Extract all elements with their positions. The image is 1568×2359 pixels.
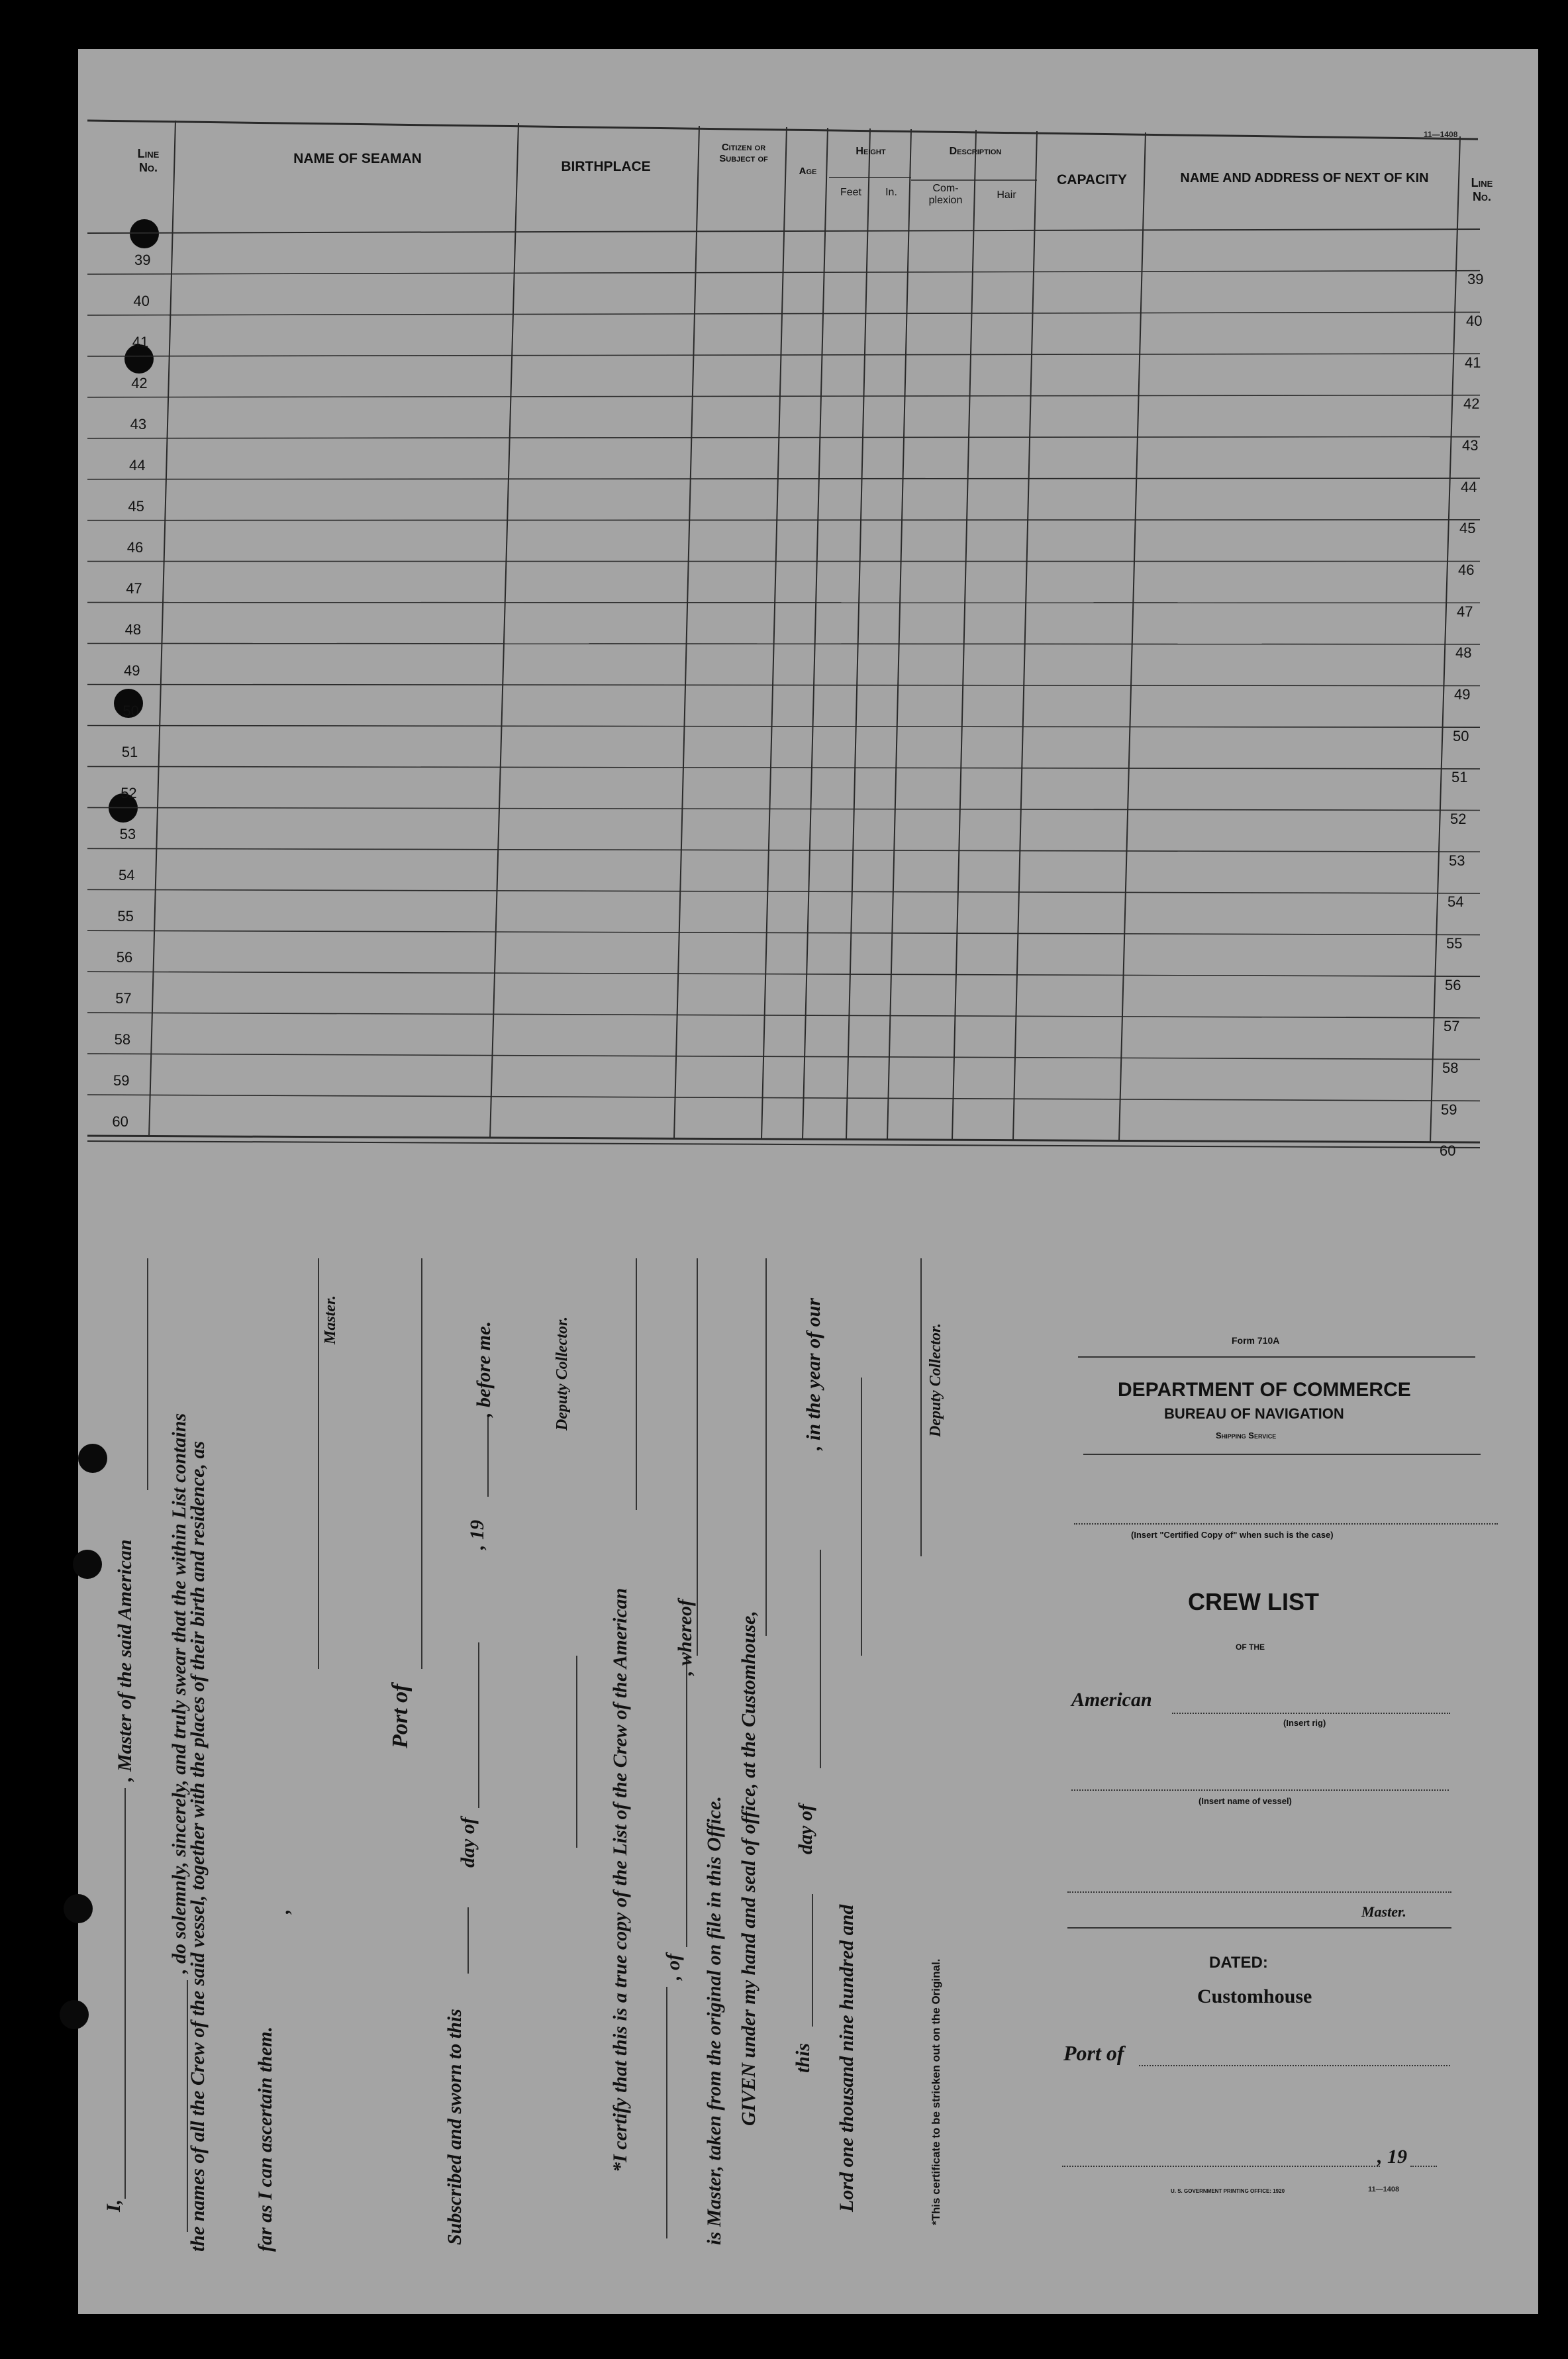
header-inches: In. [885,187,897,198]
blank-line [1074,1523,1498,1525]
master-signature-line [318,1258,319,1669]
divider [1083,1454,1481,1455]
row-rule [87,726,1480,728]
cert-line2: is Master, taken from the original on file in this Office. [703,1796,725,2245]
form-code-top: 11—1408 [1424,130,1458,139]
line-number-right: 60 [1440,1142,1456,1160]
punch-hole [64,1894,93,1923]
cover-insert-vessel: (Insert name of vessel) [1199,1796,1292,1806]
line-number-right: 57 [1444,1018,1460,1035]
line-number-right: 55 [1446,935,1463,952]
header-line-no: Line No. [137,147,160,174]
line-number-right: 41 [1465,354,1481,371]
oath-comma: , [271,1909,293,1914]
blank-line [861,1378,862,1656]
line-number-left: 42 [131,374,148,391]
oath-subscribed: Subscribed and sworn to this [444,2009,466,2245]
cover-bureau: BUREAU OF NAVIGATION [1164,1405,1344,1422]
line-number-left: 54 [119,867,135,884]
cover-title: CREW LIST [1188,1588,1319,1615]
blank-line [820,1550,821,1768]
gpo-note: U. S. GOVERNMENT PRINTING OFFICE: 1920 [1171,2188,1285,2194]
row-rule [87,395,1480,397]
oath-line3: the names of all the Crew of the said vessel, together with the places of their birth and residence, as [187,1440,209,2252]
header-birthplace: BIRTHPLACE [561,159,651,174]
cert-footnote: *This certificate to be stricken out on the Original. [930,1958,942,2225]
header-capacity: CAPACITY [1057,172,1127,187]
cert-whereof: , whereof [674,1599,696,1676]
line-number-left: 60 [112,1113,128,1130]
line-number-right: 45 [1459,520,1476,537]
line-number-right: 46 [1458,561,1475,578]
line-number-left: 39 [134,251,151,268]
row-rule [87,889,1480,893]
line-number-left: 49 [124,662,140,679]
row-rule [87,520,1480,521]
cover-form-no: Form 710A [1232,1335,1280,1346]
date-line [1410,2166,1437,2167]
row-rule [87,685,1480,686]
line-number-left: 40 [133,292,150,309]
line-number-left: 51 [121,744,138,761]
header-line-no-right: Line No. [1471,176,1493,203]
blank-line [124,1788,126,2199]
header-height: Height [856,146,886,157]
blank-line [467,1907,469,1974]
row-rule [87,766,1480,769]
divider [1067,1927,1451,1929]
cover-master: Master. [1361,1903,1406,1920]
punch-hole [73,1550,102,1579]
blank-line [765,1258,767,1636]
cover-insert-certified: (Insert "Certified Copy of" when such is the case) [1131,1530,1334,1540]
row-rule [87,1054,1480,1060]
row-rule [87,312,1480,315]
row-rule [87,1095,1480,1101]
line-number-left: 58 [114,1031,131,1048]
row-rule [87,1013,1480,1018]
oath-line1-a: I, [103,2199,124,2212]
vessel-line [1071,1789,1449,1791]
blank-line [421,1258,422,1669]
form-code-bottom: 11—1408 [1368,2185,1400,2193]
row-rule [87,848,1480,852]
cert-this: this [792,2042,814,2073]
line-number-right: 49 [1454,685,1471,703]
oath-day-of: day of [457,1817,479,1868]
oath-master-label: Master. [322,1295,339,1344]
line-number-right: 42 [1463,395,1480,413]
cert-of: , of [662,1954,684,1980]
line-number-right: 44 [1461,478,1477,495]
divider [1078,1356,1475,1358]
cert-deputy-collector: Deputy Collector. [927,1323,944,1437]
cover-of-the: OF THE [1236,1642,1265,1652]
rig-line [1172,1713,1450,1714]
line-number-left: 48 [124,621,142,638]
line-number-left: 41 [132,333,149,350]
header-feet: Feet [840,187,861,198]
blank-line [686,1656,687,1947]
blank-line [812,1894,813,2027]
blank-line [478,1642,479,1808]
oath-nineteen: , 19 [466,1520,488,1550]
cert-line5: Lord one thousand nine hundred and [836,1904,858,2212]
line-number-left: 44 [129,456,146,474]
header-citizen: Citizen or Subject of [719,142,768,165]
line-number-right: 51 [1451,769,1468,786]
header-complexion: Com- plexion [928,183,963,207]
line-number-left: 50 [122,703,139,720]
master-line [1067,1891,1451,1893]
header-age: Age [799,166,817,177]
line-number-right: 56 [1445,976,1461,993]
oath-line2: , do solemnly, sincerely, and truly swear that the within List contains [168,1413,190,1974]
cover-service: Shipping Service [1216,1430,1277,1440]
line-number-right: 47 [1457,603,1473,620]
line-number-right: 50 [1453,727,1469,744]
line-number-right: 53 [1449,852,1465,869]
line-number-right: 52 [1450,811,1467,828]
oath-line1-b: , Master of the said American [114,1539,136,1782]
line-number-right: 58 [1442,1060,1459,1077]
oath-deputy-collector: Deputy Collector. [554,1317,571,1430]
cert-line1: *I certify that this is a true copy of the List of the Crew of the American [609,1587,631,2172]
cover-american: American [1071,1689,1152,1711]
cover-dated: DATED: [1209,1954,1268,1972]
oath-line4: far as I can ascertain them. [254,2026,276,2252]
line-number-left: 59 [113,1072,130,1089]
cover-department: DEPARTMENT OF COMMERCE [1118,1379,1411,1401]
date-line [1062,2166,1380,2167]
header-next-of-kin: NAME AND ADDRESS OF NEXT OF KIN [1180,171,1429,185]
blank-line [697,1258,698,1656]
line-number-left: 53 [119,826,136,843]
blank-line [636,1258,637,1510]
line-number-left: 46 [126,538,144,556]
oath-before-me: , before me. [473,1321,495,1417]
line-number-left: 57 [115,990,132,1007]
cover-customhouse: Customhouse [1197,1985,1312,2007]
blank-line [666,1987,667,2238]
oath-port-of: Port of [388,1683,413,1748]
line-number-left: 47 [126,579,142,597]
cover-nineteen: , 19 [1377,2146,1407,2168]
line-number-left: 43 [130,415,147,432]
line-number-left: 45 [128,497,144,515]
row-rule [87,436,1480,438]
row-rule [87,354,1480,356]
row-rule [87,972,1480,976]
line-number-left: 52 [121,785,137,802]
line-number-left: 55 [117,908,134,925]
row-rule [87,807,1480,810]
line-number-right: 48 [1455,644,1472,662]
header-name-of-seaman: NAME OF SEAMAN [293,151,422,166]
cover-insert-rig: (Insert rig) [1283,1718,1326,1728]
cert-in-year: , in the year of our [803,1297,824,1450]
cert-line3: GIVEN under my hand and seal of office, at the Customhouse, [738,1611,760,2126]
cover-port-of: Port of [1063,2041,1124,2065]
line-number-right: 40 [1466,312,1483,329]
blank-line [147,1258,148,1490]
header-description: Description [949,146,1002,157]
line-number-right: 59 [1441,1101,1457,1118]
blank-line [487,1417,489,1497]
punch-hole [78,1444,107,1473]
line-number-right: 54 [1447,893,1464,911]
line-number-right: 43 [1462,436,1479,454]
punch-hole [60,2000,89,2029]
row-rule [87,478,1480,479]
collector-signature-line [576,1656,577,1848]
line-number-right: 39 [1467,271,1484,288]
port-line [1139,2065,1450,2066]
cert-day-of: day of [795,1804,816,1854]
line-number-left: 56 [116,949,133,966]
header-hair: Hair [997,189,1016,201]
collector-signature-line [920,1258,922,1556]
row-rule [87,930,1480,934]
